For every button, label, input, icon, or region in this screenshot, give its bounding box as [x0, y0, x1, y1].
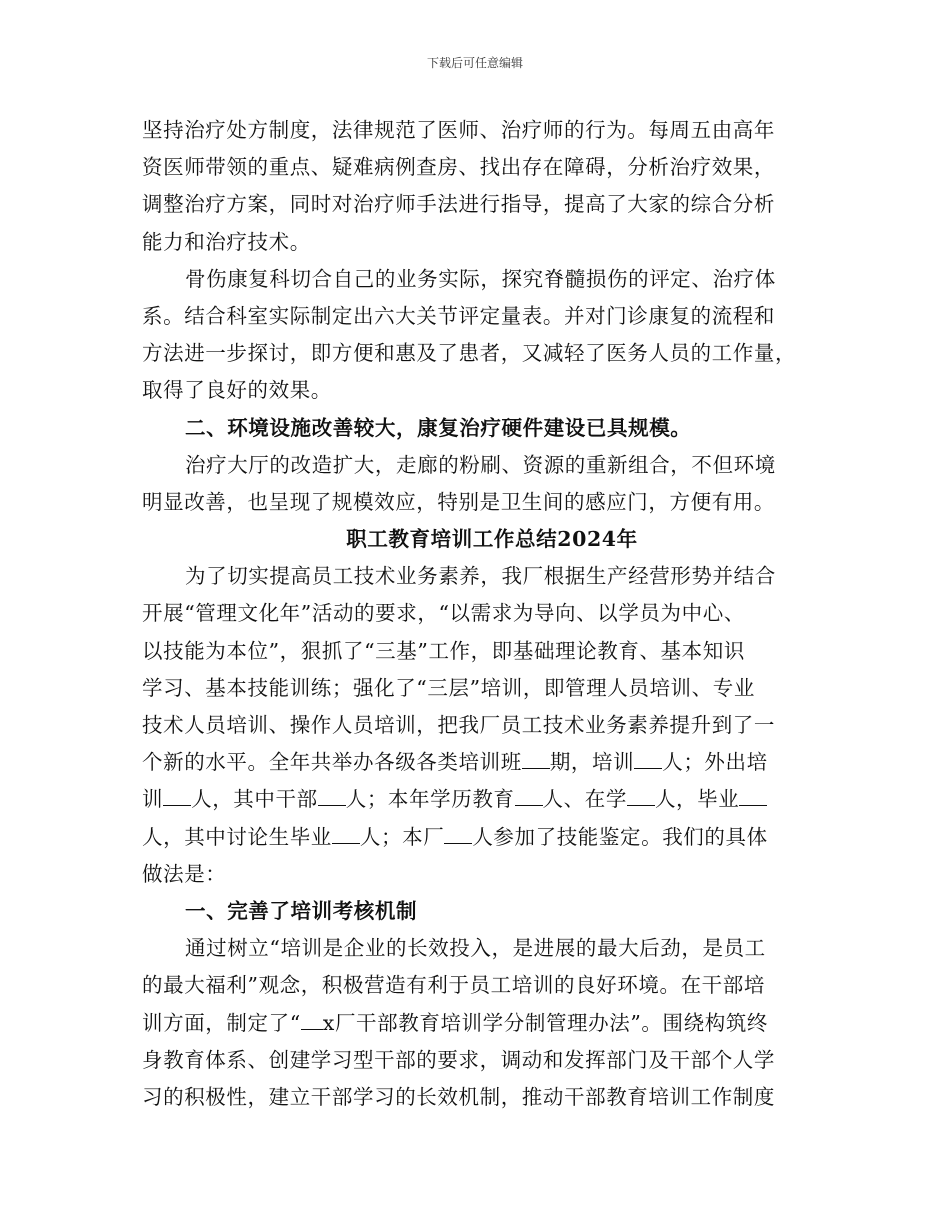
text-segment: 期，培训: [549, 750, 635, 775]
paragraph-line: 方法进一步探讨，即方便和惠及了患者，又减轻了医务人员的工作量，: [142, 341, 797, 366]
paragraph-line: [142, 781, 842, 818]
text-segment: 人；本年学历教育: [345, 787, 515, 812]
paragraph-line: 身教育体系、创建学习型干部的要求，调动和发挥部门及干部个人学: [142, 1047, 775, 1072]
blank-underline: [332, 823, 360, 844]
blank-underline: [634, 748, 662, 769]
blank-underline: [444, 823, 472, 844]
paragraph-line: 骨伤康复科切合自己的业务实际，探究脊髓损伤的评定、治疗体: [185, 266, 776, 291]
paragraph-line: 开展“管理文化年”活动的要求，“以需求为导向、以学员为中心、: [142, 601, 745, 626]
paragraph-line: 治疗大厅的改造扩大，走廊的粉刷、资源的重新组合，不但环境: [185, 452, 776, 477]
paragraph-line: 通过树立“培训是企业的长效投入，是进展的最大后劲，是员工: [185, 936, 766, 961]
paragraph-line: 资医师带领的重点、疑难病例查房、找出存在障碍，分析治疗效果，: [142, 155, 775, 180]
text-segment: 人、在学: [542, 787, 627, 812]
blank-underline: [522, 748, 550, 769]
text-segment: x厂干部教育培训学分制管理办法”。围绕构筑终: [322, 1010, 769, 1035]
paragraph-line: 的最大福利”观念，积极营造有利于员工培训的良好环境。在干部培: [142, 973, 765, 998]
paragraph-line: 坚持治疗处方制度，法律规范了医师、治疗师的行为。每周五由高年: [142, 118, 775, 142]
paragraph-line: [142, 744, 842, 781]
text-segment: 个新的水平。全年共举办各级各类培训班: [142, 750, 522, 775]
paragraph-line: [142, 1005, 842, 1042]
text-segment: 人，其中讨论生毕业: [142, 824, 332, 849]
text-segment: 训: [142, 787, 164, 812]
paragraph-line: 做法是：: [142, 861, 227, 886]
paragraph-line: 技术人员培训、操作人员培训，把我厂员工技术业务素养提升到了一: [142, 713, 775, 737]
text-segment: 人；外出培: [662, 750, 768, 775]
blank-underline: [163, 785, 191, 806]
paragraph-line: 系。结合科室实际制定出六大关节评定量表。并对门诊康复的流程和: [142, 303, 775, 328]
section-heading: 二、环境设施改善较大，康复治疗硬件建设已具规模。: [185, 415, 692, 440]
blank-underline: [515, 785, 543, 806]
paragraph-line: 取得了良好的效果。: [142, 378, 332, 403]
document-body: [142, 112, 842, 1116]
paragraph-line: 习的积极性，建立干部学习的长效机制，推动干部教育培训工作制度: [142, 1084, 775, 1109]
document-title: 职工教育培训工作总结2024年: [346, 527, 638, 552]
paragraph-line: 学习、基本技能训练；强化了“三层”培训，即管理人员培训、专业: [142, 675, 755, 700]
paragraph-line: 以技能为本位”，狠抓了“三基”工作，即基础理论教育、基本知识: [142, 638, 745, 663]
blank-underline: [627, 785, 655, 806]
blank-underline: [318, 785, 346, 806]
text-segment: 人；本厂: [359, 824, 445, 849]
section-heading: 一、完善了培训考核机制: [185, 898, 418, 923]
paragraph-line: 调整治疗方案，同时对治疗师手法进行指导，提高了大家的综合分析: [142, 192, 775, 217]
page-header-note: 下载后可任意编辑: [426, 56, 523, 70]
paragraph-line: 能力和治疗技术。: [142, 229, 311, 254]
text-segment: 训方面，制定了“: [142, 1010, 301, 1035]
text-segment: 人参加了技能鉴定。我们的具体: [472, 824, 768, 849]
blank-underline: [739, 785, 767, 806]
text-segment: 人，毕业: [654, 787, 740, 812]
blank-underline: [301, 1009, 323, 1030]
paragraph-line: [142, 819, 842, 856]
paragraph-line: 为了切实提高员工技术业务素养，我厂根据生产经营形势并结合: [185, 564, 776, 589]
text-segment: 人，其中干部: [191, 787, 318, 812]
paragraph-line: 明显改善，也呈现了规模效应，特别是卫生间的感应门，方便有用。: [142, 489, 775, 514]
